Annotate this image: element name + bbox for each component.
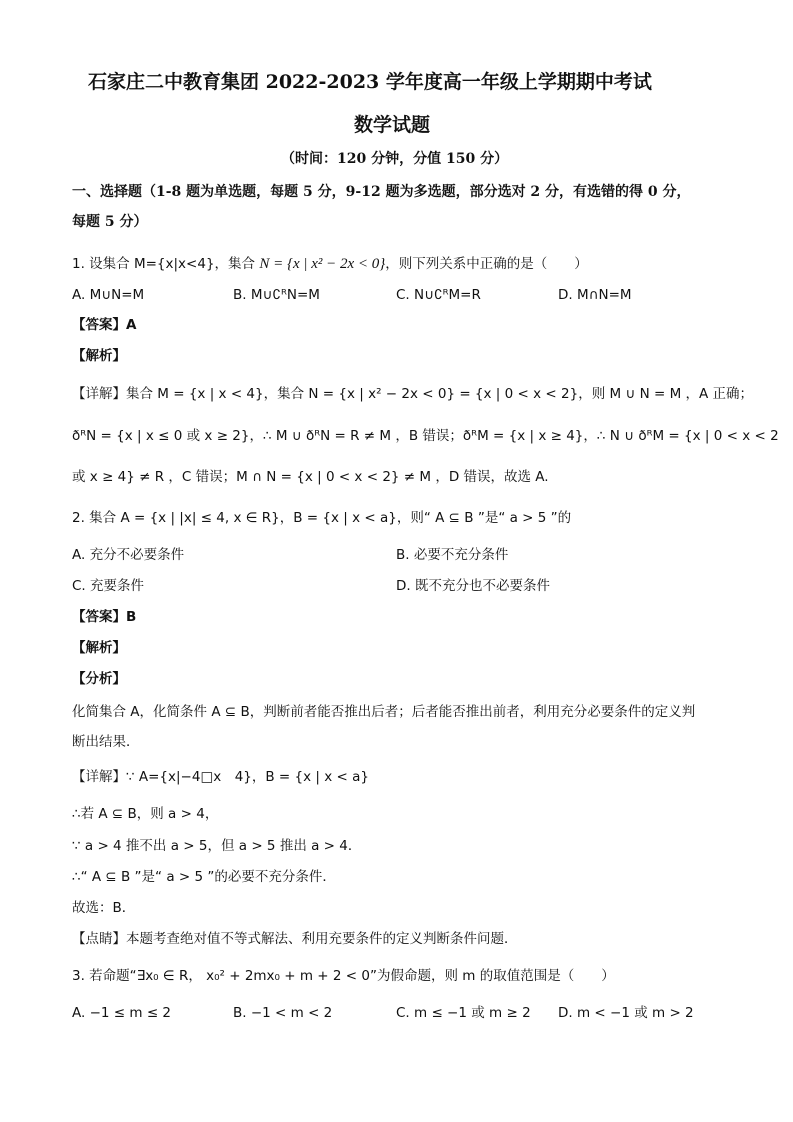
q1-option-c: C. N∪∁ᴿM=R bbox=[396, 287, 481, 303]
q1-stem-part-a: 1. 设集合 M={x|x<4}，集合 bbox=[72, 256, 260, 272]
q3-option-c: C. m ≤ −1 或 m ≥ 2 bbox=[396, 1005, 531, 1021]
q2-option-a: A. 充分不必要条件 bbox=[72, 547, 185, 563]
section-heading-line2: 每题 5 分） bbox=[72, 214, 148, 230]
exam-subtitle: 数学试题 bbox=[354, 114, 431, 136]
q2-option-c: C. 充要条件 bbox=[72, 578, 145, 594]
q1-option-d: D. M∩N=M bbox=[558, 287, 632, 303]
q1-analysis-label: 【解析】 bbox=[72, 348, 126, 364]
q2-detail-line3: ∵ a > 4 推不出 a > 5，但 a > 5 推出 a > 4． bbox=[72, 838, 362, 854]
q2-detail-line4: ∴“ A ⊆ B ”是“ a > 5 ”的必要不充分条件． bbox=[72, 869, 336, 885]
q1-detail-line3: 或 x ≥ 4} ≠ R ，C 错误；M ∩ N = {x | 0 < x < 2} ≠ M ，D 错误，故选 A. bbox=[72, 469, 549, 485]
q2-comment: 【点睛】本题考查绝对值不等式解法、利用充要条件的定义判断条件问题． bbox=[72, 931, 518, 947]
q1-option-b: B. M∪∁ᴿN=M bbox=[233, 287, 320, 303]
q2-option-b: B. 必要不充分条件 bbox=[396, 547, 509, 563]
q1-detail-line1: 【详解】集合 M = {x | x < 4}，集合 N = {x | x² − 2x < 0} = {x | 0 < x < 2}，则 M ∪ N = M ，A 正确； bbox=[72, 386, 754, 402]
q2-fenxi-body-line2: 断出结果． bbox=[72, 734, 140, 750]
q2-fenxi-label: 【分析】 bbox=[72, 671, 126, 687]
q2-detail-line5: 故选：B． bbox=[72, 900, 136, 916]
q2-stem: 2. 集合 A = {x | |x| ≤ 4, x ∈ R}，B = {x | x < a}，则“ A ⊆ B ”是“ a > 5 ”的 bbox=[72, 510, 572, 526]
q1-stem-math: N = {x | x² − 2x < 0} bbox=[259, 256, 386, 272]
exam-title: 石家庄二中教育集团 2022-2023 学年度高一年级上学期期中考试 bbox=[88, 71, 652, 93]
q2-answer: 【答案】B bbox=[72, 609, 137, 625]
q2-analysis-label: 【解析】 bbox=[72, 640, 126, 656]
q2-detail-line1: 【详解】∵ A={x|−4□x 4}，B = {x | x < a} bbox=[72, 769, 369, 785]
q1-answer: 【答案】A bbox=[72, 317, 137, 333]
q2-detail-line2: ∴若 A ⊆ B，则 a > 4， bbox=[72, 806, 219, 822]
q3-option-b: B. −1 < m < 2 bbox=[233, 1005, 333, 1021]
q2-option-d: D. 既不充分也不必要条件 bbox=[396, 578, 550, 594]
q3-option-a: A. −1 ≤ m ≤ 2 bbox=[72, 1005, 172, 1021]
q3-stem: 3. 若命题“∃x₀ ∈ R， x₀² + 2mx₀ + m + 2 < 0”为假命题，则 m 的取值范围是（ ） bbox=[72, 968, 615, 984]
q1-detail-line2: ðᴿN = {x | x ≤ 0 或 x ≥ 2}，∴ M ∪ ðᴿN = R ≠ M ，B 错误；ðᴿM = {x | x ≥ 4}，∴ N ∪ ðᴿM = {x | 0 < x < 2 bbox=[72, 428, 779, 444]
q1-stem-part-b: ，则下列关系中正确的是（ ） bbox=[385, 256, 588, 272]
q3-option-d: D. m < −1 或 m > 2 bbox=[558, 1005, 694, 1021]
q2-fenxi-body-line1: 化简集合 A，化简条件 A ⊆ B，判断前者能否推出后者；后者能否推出前者，利用充分必要条件的定义判 bbox=[72, 704, 696, 720]
exam-time-info: （时间：120 分钟，分值 150 分） bbox=[281, 151, 509, 167]
q1-stem bbox=[72, 255, 588, 273]
q1-option-a: A. M∪N=M bbox=[72, 287, 145, 303]
section-heading-line1: 一、选择题（1-8 题为单选题，每题 5 分，9-12 题为多选题，部分选对 2 分，有选错的得 0 分， bbox=[72, 184, 691, 200]
